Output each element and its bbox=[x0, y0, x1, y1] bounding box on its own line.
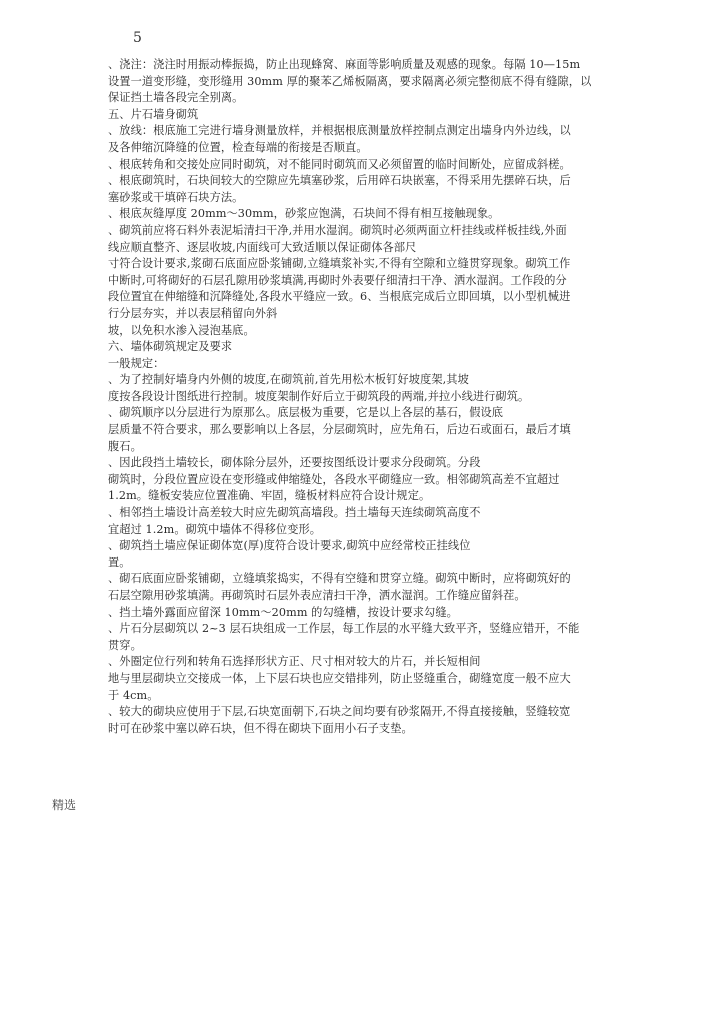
text-line: 寸符合设计要求,浆砌石底面应卧浆铺砌,立缝填浆补实,不得有空隙和立缝贯穿现象。砌筑工作 bbox=[108, 257, 571, 271]
text-line: 、浇注：浇注时用振动棒振捣，防止出现蜂窝、麻面等影响质量及观感的现象。每隔 10—15m bbox=[108, 58, 581, 71]
text-line: 宜超过 1.2m。砌筑中墙体不得移位变形。 bbox=[108, 522, 322, 536]
text-line: 、砌筑挡土墙应保证砌体宽(厚)度符合设计要求,砌筑中应经常校正挂线位 bbox=[108, 539, 471, 553]
text-line: 、相邻挡土墙设计高差较大时应先砌筑高墙段。挡土墙每天连续砌筑高度不 bbox=[108, 506, 481, 520]
text-line: 、根底转角和交接处应同时砌筑，对不能同时砌筑而又必须留置的临时间断处，应留成斜槎。 bbox=[108, 157, 571, 171]
text-line: 、外圈定位行列和转角石选择形状方正、尺寸相对较大的片石，并长短相间 bbox=[108, 655, 481, 669]
text-line: 、较大的砌块应使用于下层,石块宽面朝下,石块之间均要有砂浆隔开,不得直接接触，竖缝较宽 bbox=[108, 705, 571, 719]
text-line: 、放线：根底施工完进行墙身测量放样，并根据根底测量放样控制点测定出墙身内外边线，以 bbox=[108, 124, 571, 138]
text-line: 保证挡土墙各段完全别离。 bbox=[108, 91, 244, 105]
text-line: 地与里层砌块立交接成一体，上下层石块也应交错排列，防止竖缝重合，砌缝宽度一般不应大 bbox=[108, 671, 571, 685]
text-line: 、因此段挡土墙较长，砌体除分层外，还要按图纸设计要求分段砌筑。分段 bbox=[108, 456, 481, 470]
text-line: 、片石分层砌筑以 2~3 层石块组成一工作层，每工作层的水平缝大致平齐，竖缝应错开，不能 bbox=[108, 622, 580, 636]
text-line: 时可在砂浆中塞以碎石块，但不得在砌块下面用小石子支垫。 bbox=[108, 721, 413, 735]
text-line: 及各伸缩沉降缝的位置，检查每端的衔接是否顺直。 bbox=[108, 140, 368, 154]
text-line: 、砌筑顺序以分层进行为原那么。底层极为重要，它是以上各层的基石，假设底 bbox=[108, 406, 504, 420]
text-line: 、为了控制好墙身内外侧的坡度,在砌筑前,首先用松木板钉好坡度架,其坡 bbox=[108, 373, 469, 387]
text-line: 设置一道变形缝，变形缝用 30mm 厚的聚苯乙烯板隔离，要求隔离必须完整彻底不得有缝隙，以 bbox=[108, 74, 592, 88]
text-line: 层质量不符合要求，那么要影响以上各层，分层砌筑时，应先角石，后边石或面石，最后才填 bbox=[108, 423, 571, 437]
text-line: 腹石。 bbox=[108, 439, 142, 453]
text-line: 五、片石墙身砌筑 bbox=[108, 107, 199, 121]
text-line: 塞砂浆或干填碎石块方法。 bbox=[108, 190, 244, 204]
text-line: 中断时,可将砌好的石层孔隙用砂浆填满,再砌时外表要仔细清扫干净、洒水湿润。工作段的分 bbox=[108, 273, 567, 287]
text-line: 一般规定： bbox=[108, 356, 165, 370]
footer-label: 精选 bbox=[52, 798, 77, 812]
text-line: 砌筑时，分段位置应设在变形缝或伸缩缝处，各段水平砌缝应一致。相邻砌筑高差不宜超过 bbox=[108, 472, 560, 486]
text-line: 置。 bbox=[108, 555, 131, 569]
text-line: 于 4cm。 bbox=[108, 688, 159, 702]
text-line: 贯穿。 bbox=[108, 638, 142, 652]
text-line: 、砌筑前应将石料外表泥垢清扫干净,并用水湿润。砌筑时必须两面立杆挂线或样板挂线,外面 bbox=[108, 223, 567, 237]
text-line: 六、墙体砌筑规定及要求 bbox=[108, 340, 233, 354]
text-line: 行分层夯实，并以表层稍留向外斜 bbox=[108, 306, 278, 320]
document-body bbox=[108, 57, 613, 737]
text-line: 线应顺直整齐、逐层收坡,内面线可大致适顺以保证砌体各部尺 bbox=[108, 240, 417, 254]
text-line: 、根底砌筑时，石块间较大的空隙应先填塞砂浆，后用碎石块嵌塞，不得采用先摆碎石块，后 bbox=[108, 174, 571, 188]
text-line: 、根底灰缝厚度 20mm～30mm，砂浆应饱满，石块间不得有相互接触现象。 bbox=[108, 207, 500, 221]
text-line: 、挡土墙外露面应留深 10mm～20mm 的勾缝槽，按设计要求勾缝。 bbox=[108, 605, 458, 619]
text-line: 坡，以免积水渗入浸泡基底。 bbox=[108, 323, 255, 337]
page-number: 5 bbox=[133, 30, 142, 46]
text-line: 度按各段设计图纸进行控制。坡度架制作好后立于砌筑段的两端,并拉小线进行砌筑。 bbox=[108, 389, 530, 403]
text-line: 段位置宜在伸缩缝和沉降缝处,各段水平缝应一致。6、当根底完成后立即回填，以小型机械进 bbox=[108, 290, 571, 304]
text-line: 1.2m。缝板安装应位置准确、牢固，缝板材料应符合设计规定。 bbox=[108, 489, 431, 503]
text-line: 、砌石底面应卧浆铺砌，立缝填浆捣实，不得有空缝和贯穿立缝。砌筑中断时，应将砌筑好的 bbox=[108, 572, 571, 586]
text-line: 石层空隙用砂浆填满。再砌筑时石层外表应清扫干净，洒水湿润。工作缝应留斜茬。 bbox=[108, 589, 526, 602]
